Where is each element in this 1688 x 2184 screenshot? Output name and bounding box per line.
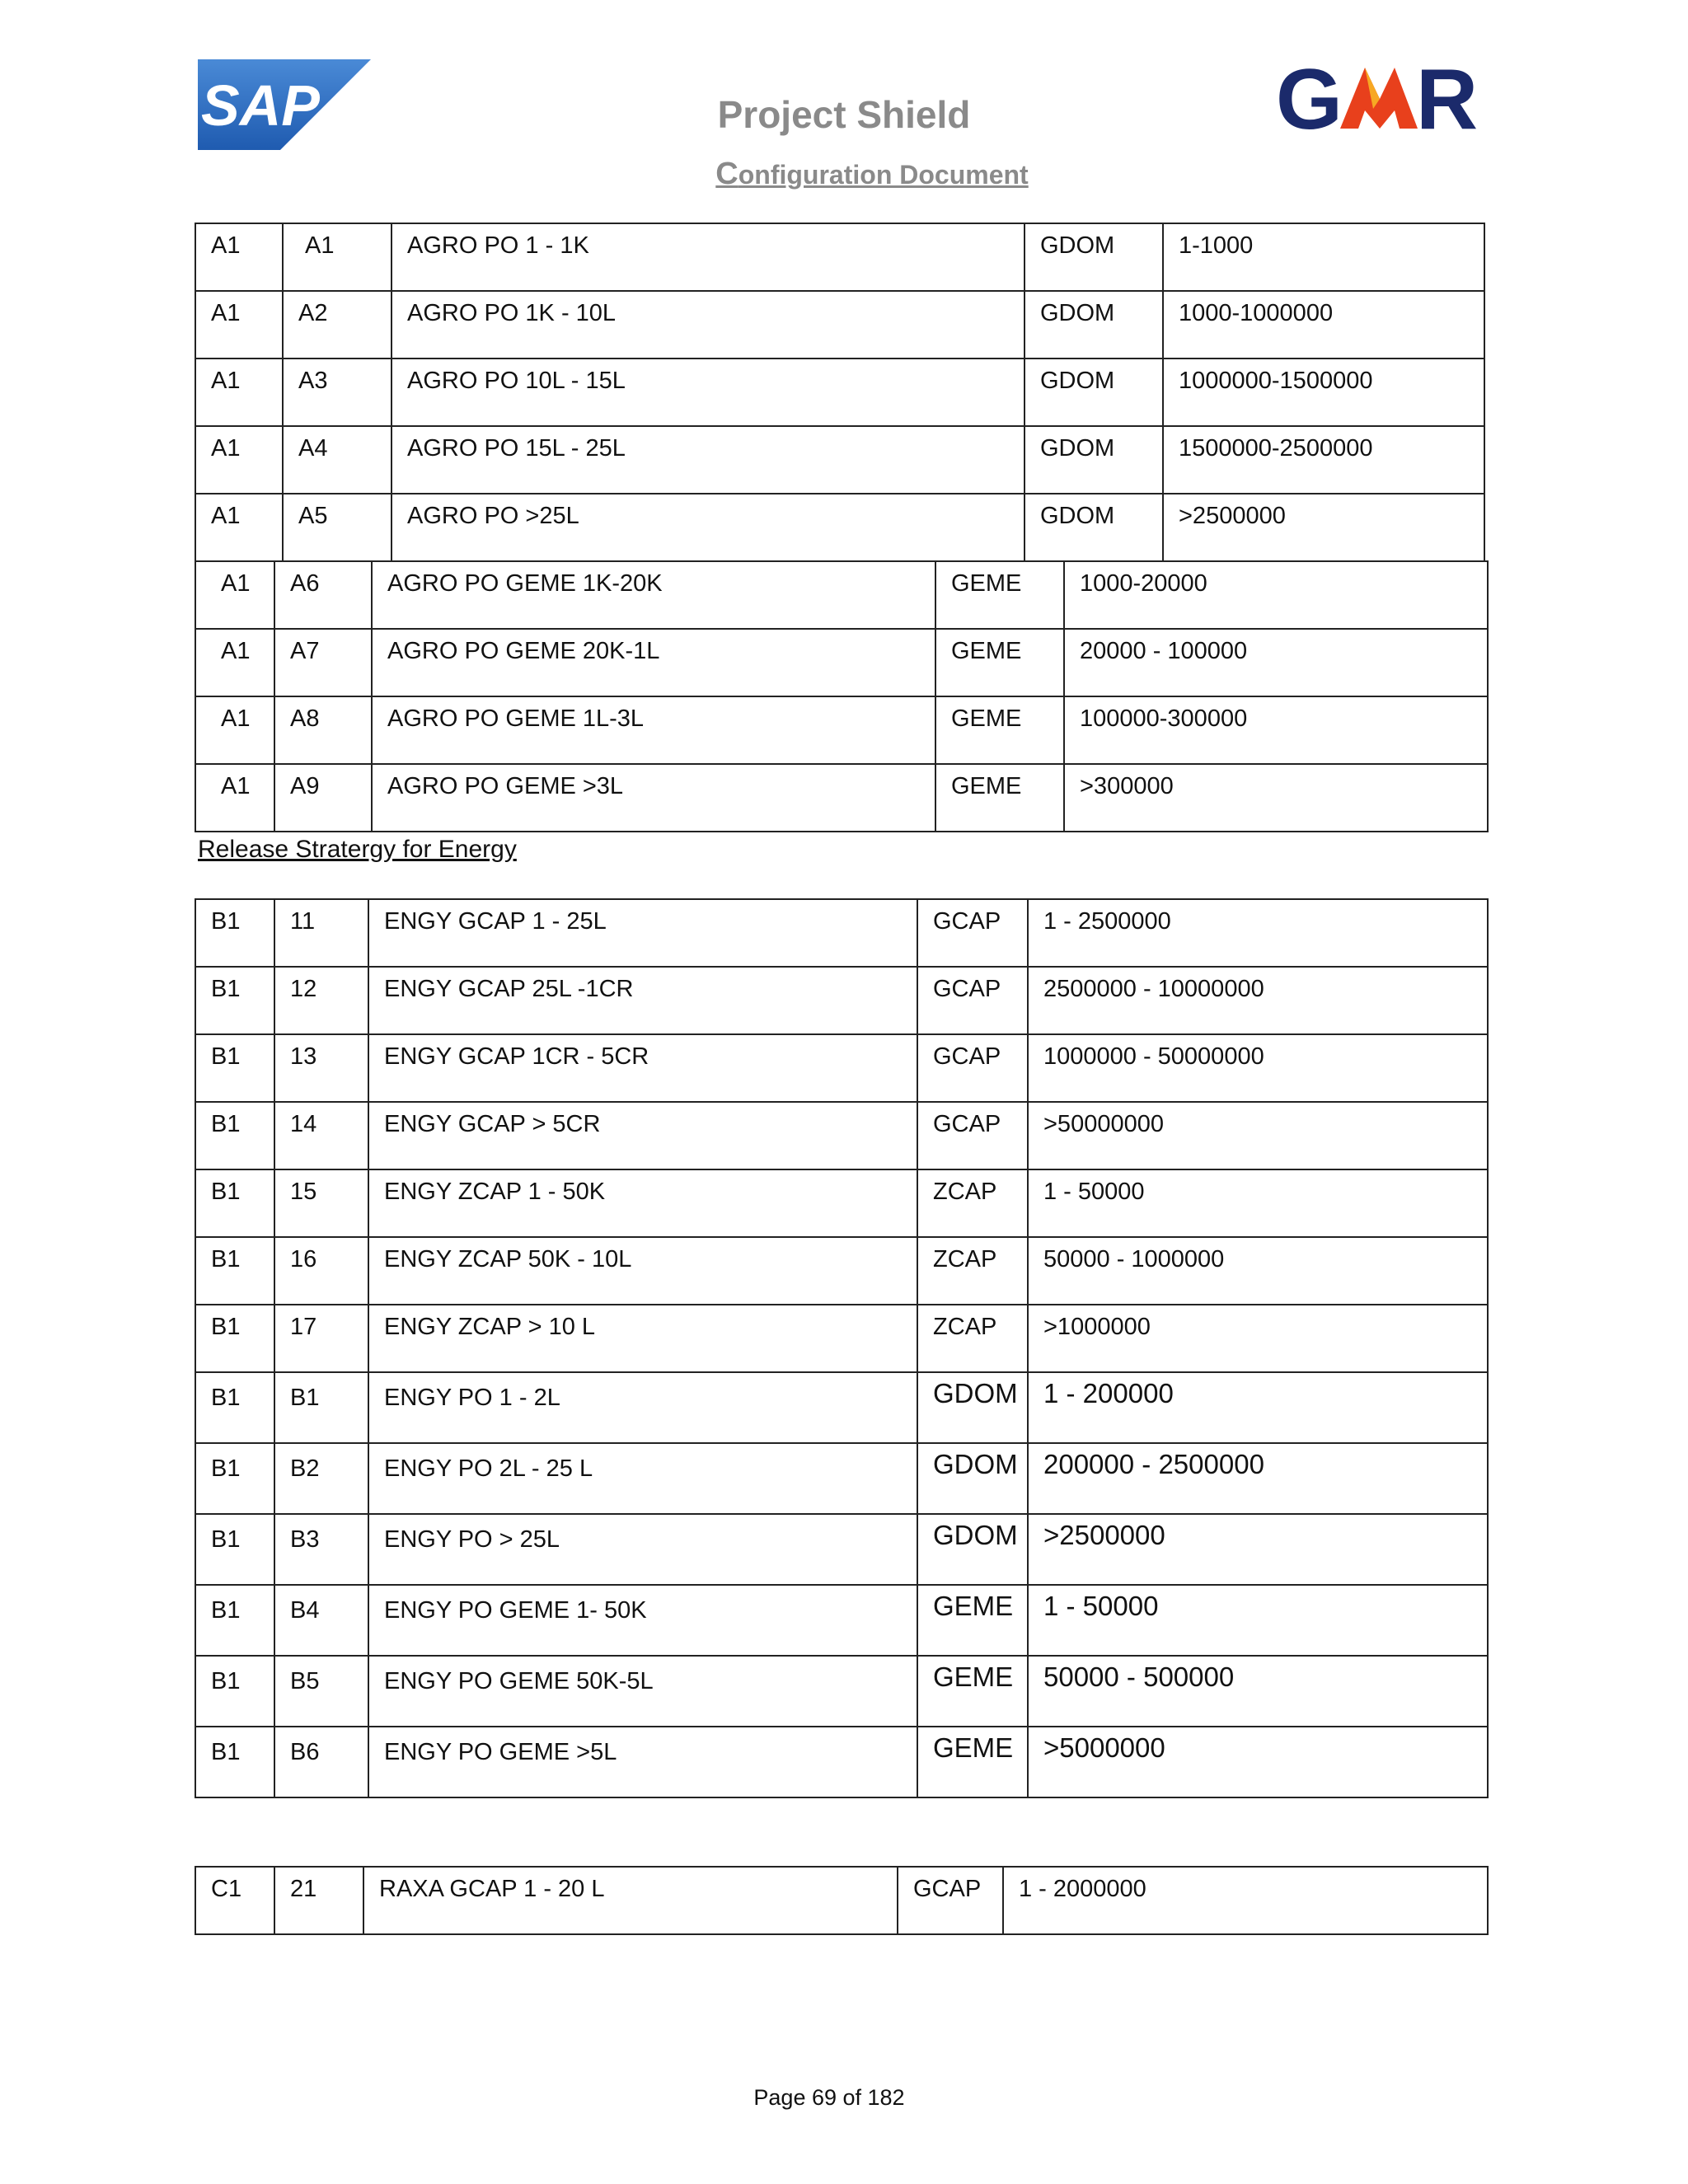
strategy-group: A1	[195, 359, 283, 426]
agro-gdom-table	[195, 223, 1485, 562]
strategy-group: A1	[195, 223, 283, 291]
table-row	[195, 967, 1488, 1034]
svg-text:R: R	[1416, 56, 1479, 138]
doc-type: GDOM	[1025, 223, 1163, 291]
table-row	[195, 1372, 1488, 1443]
value-range: 50000 - 1000000	[1028, 1237, 1488, 1305]
table-row	[195, 696, 1488, 764]
strategy-group: A1	[195, 629, 274, 696]
strategy-description: ENGY PO GEME >5L	[368, 1727, 917, 1797]
document-subtitle	[707, 157, 1037, 192]
strategy-code: B4	[274, 1585, 368, 1656]
table-row	[195, 291, 1484, 359]
strategy-description: AGRO PO 1K - 10L	[392, 291, 1025, 359]
strategy-description: ENGY PO 1 - 2L	[368, 1372, 917, 1443]
value-range: 1000000-1500000	[1163, 359, 1484, 426]
value-range: 200000 - 2500000	[1028, 1443, 1488, 1514]
table-row	[195, 1305, 1488, 1372]
strategy-group: B1	[195, 1169, 274, 1237]
strategy-group: B1	[195, 1372, 274, 1443]
value-range: >50000000	[1028, 1102, 1488, 1169]
value-range: 20000 - 100000	[1064, 629, 1488, 696]
raxa-table	[195, 1866, 1489, 1935]
doc-type: GDOM	[1025, 359, 1163, 426]
table-row	[195, 1034, 1488, 1102]
strategy-code: A4	[283, 426, 392, 494]
strategy-group: C1	[195, 1867, 274, 1934]
strategy-description: ENGY GCAP > 5CR	[368, 1102, 917, 1169]
strategy-code: 14	[274, 1102, 368, 1169]
energy-table	[195, 898, 1489, 1798]
strategy-description: ENGY PO 2L - 25 L	[368, 1443, 917, 1514]
subtitle-initial: C	[715, 157, 738, 191]
value-range: 1 - 2500000	[1028, 899, 1488, 967]
strategy-description: ENGY GCAP 1 - 25L	[368, 899, 917, 967]
doc-type: ZCAP	[917, 1169, 1028, 1237]
value-range: 2500000 - 10000000	[1028, 967, 1488, 1034]
doc-type: GEME	[917, 1585, 1028, 1656]
strategy-description: RAXA GCAP 1 - 20 L	[363, 1867, 898, 1934]
strategy-description: AGRO PO GEME 20K-1L	[372, 629, 935, 696]
value-range: 1000-20000	[1064, 561, 1488, 629]
doc-type: GEME	[917, 1656, 1028, 1727]
value-range: >2500000	[1028, 1514, 1488, 1585]
value-range: 1 - 50000	[1028, 1169, 1488, 1237]
doc-type: GEME	[935, 696, 1064, 764]
strategy-description: AGRO PO 10L - 15L	[392, 359, 1025, 426]
svg-text:G: G	[1276, 56, 1343, 138]
strategy-group: B1	[195, 1514, 274, 1585]
strategy-code: 15	[274, 1169, 368, 1237]
strategy-group: A1	[195, 764, 274, 832]
doc-type: GCAP	[898, 1867, 1003, 1934]
strategy-code: B2	[274, 1443, 368, 1514]
strategy-code: 12	[274, 967, 368, 1034]
value-range: 1000-1000000	[1163, 291, 1484, 359]
doc-type: GCAP	[917, 1034, 1028, 1102]
strategy-group: B1	[195, 1727, 274, 1797]
strategy-description: AGRO PO GEME 1L-3L	[372, 696, 935, 764]
value-range: 1 - 50000	[1028, 1585, 1488, 1656]
table-row	[195, 494, 1484, 561]
strategy-group: B1	[195, 1102, 274, 1169]
strategy-code: 16	[274, 1237, 368, 1305]
table-row	[195, 1237, 1488, 1305]
table-row	[195, 1443, 1488, 1514]
strategy-description: AGRO PO GEME 1K-20K	[372, 561, 935, 629]
strategy-code: 13	[274, 1034, 368, 1102]
doc-type: GDOM	[917, 1372, 1028, 1443]
doc-type: GCAP	[917, 1102, 1028, 1169]
strategy-code: B5	[274, 1656, 368, 1727]
strategy-description: ENGY PO GEME 50K-5L	[368, 1656, 917, 1727]
value-range: 1 - 200000	[1028, 1372, 1488, 1443]
doc-type: ZCAP	[917, 1237, 1028, 1305]
strategy-code: A7	[274, 629, 372, 696]
strategy-code: A5	[283, 494, 392, 561]
strategy-group: B1	[195, 1305, 274, 1372]
strategy-description: AGRO PO >25L	[392, 494, 1025, 561]
strategy-code: B6	[274, 1727, 368, 1797]
energy-section-heading: Release Stratergy for Energy	[198, 836, 517, 863]
strategy-code: A6	[274, 561, 372, 629]
doc-type: GDOM	[1025, 494, 1163, 561]
strategy-description: ENGY PO > 25L	[368, 1514, 917, 1585]
value-range: >300000	[1064, 764, 1488, 832]
strategy-description: ENGY ZCAP 50K - 10L	[368, 1237, 917, 1305]
table-row	[195, 1169, 1488, 1237]
strategy-code: 11	[274, 899, 368, 967]
strategy-code: 21	[274, 1867, 363, 1934]
doc-type: GDOM	[1025, 426, 1163, 494]
doc-type: ZCAP	[917, 1305, 1028, 1372]
value-range: >1000000	[1028, 1305, 1488, 1372]
strategy-description: ENGY ZCAP 1 - 50K	[368, 1169, 917, 1237]
table-row	[195, 629, 1488, 696]
doc-type: GDOM	[917, 1514, 1028, 1585]
agro-geme-table	[195, 560, 1489, 832]
value-range: 1 - 2000000	[1003, 1867, 1488, 1934]
strategy-group: A1	[195, 426, 283, 494]
strategy-code: B3	[274, 1514, 368, 1585]
strategy-code: B1	[274, 1372, 368, 1443]
strategy-code: 17	[274, 1305, 368, 1372]
table-row	[195, 561, 1488, 629]
value-range: >5000000	[1028, 1727, 1488, 1797]
strategy-group: B1	[195, 1237, 274, 1305]
value-range: 100000-300000	[1064, 696, 1488, 764]
document-title: Project Shield	[717, 93, 971, 136]
doc-type: GEME	[935, 764, 1064, 832]
table-row	[195, 1514, 1488, 1585]
doc-type: GEME	[917, 1727, 1028, 1797]
strategy-code: A9	[274, 764, 372, 832]
strategy-code: A3	[283, 359, 392, 426]
value-range: 1-1000	[1163, 223, 1484, 291]
svg-text:SAP: SAP	[201, 73, 320, 138]
value-range: 50000 - 500000	[1028, 1656, 1488, 1727]
value-range: >2500000	[1163, 494, 1484, 561]
doc-type: GEME	[935, 629, 1064, 696]
table-row	[195, 1727, 1488, 1797]
subtitle-rest: onfiguration Document	[738, 160, 1029, 190]
strategy-group: A1	[195, 561, 274, 629]
table-row	[195, 1867, 1488, 1934]
strategy-group: B1	[195, 1656, 274, 1727]
strategy-group: B1	[195, 899, 274, 967]
strategy-code: A2	[283, 291, 392, 359]
strategy-group: B1	[195, 1443, 274, 1514]
strategy-description: ENGY GCAP 1CR - 5CR	[368, 1034, 917, 1102]
strategy-group: B1	[195, 1585, 274, 1656]
doc-type: GEME	[935, 561, 1064, 629]
strategy-group: A1	[195, 291, 283, 359]
strategy-group: A1	[195, 696, 274, 764]
strategy-description: ENGY GCAP 25L -1CR	[368, 967, 917, 1034]
value-range: 1000000 - 50000000	[1028, 1034, 1488, 1102]
table-row	[195, 359, 1484, 426]
doc-type: GDOM	[917, 1443, 1028, 1514]
doc-type: GDOM	[1025, 291, 1163, 359]
table-row	[195, 764, 1488, 832]
table-row	[195, 1585, 1488, 1656]
strategy-description: ENGY PO GEME 1- 50K	[368, 1585, 917, 1656]
strategy-description: AGRO PO 1 - 1K	[392, 223, 1025, 291]
value-range: 1500000-2500000	[1163, 426, 1484, 494]
strategy-description: ENGY ZCAP > 10 L	[368, 1305, 917, 1372]
doc-type: GCAP	[917, 967, 1028, 1034]
table-row	[195, 426, 1484, 494]
table-row	[195, 1102, 1488, 1169]
strategy-group: B1	[195, 967, 274, 1034]
strategy-group: B1	[195, 1034, 274, 1102]
strategy-group: A1	[195, 494, 283, 561]
strategy-description: AGRO PO 15L - 25L	[392, 426, 1025, 494]
strategy-description: AGRO PO GEME >3L	[372, 764, 935, 832]
strategy-code: A1	[283, 223, 392, 291]
table-row	[195, 899, 1488, 967]
strategy-code: A8	[274, 696, 372, 764]
table-row	[195, 1656, 1488, 1727]
doc-type: GCAP	[917, 899, 1028, 967]
table-row	[195, 223, 1484, 291]
page-number: Page 69 of 182	[753, 2085, 905, 2110]
